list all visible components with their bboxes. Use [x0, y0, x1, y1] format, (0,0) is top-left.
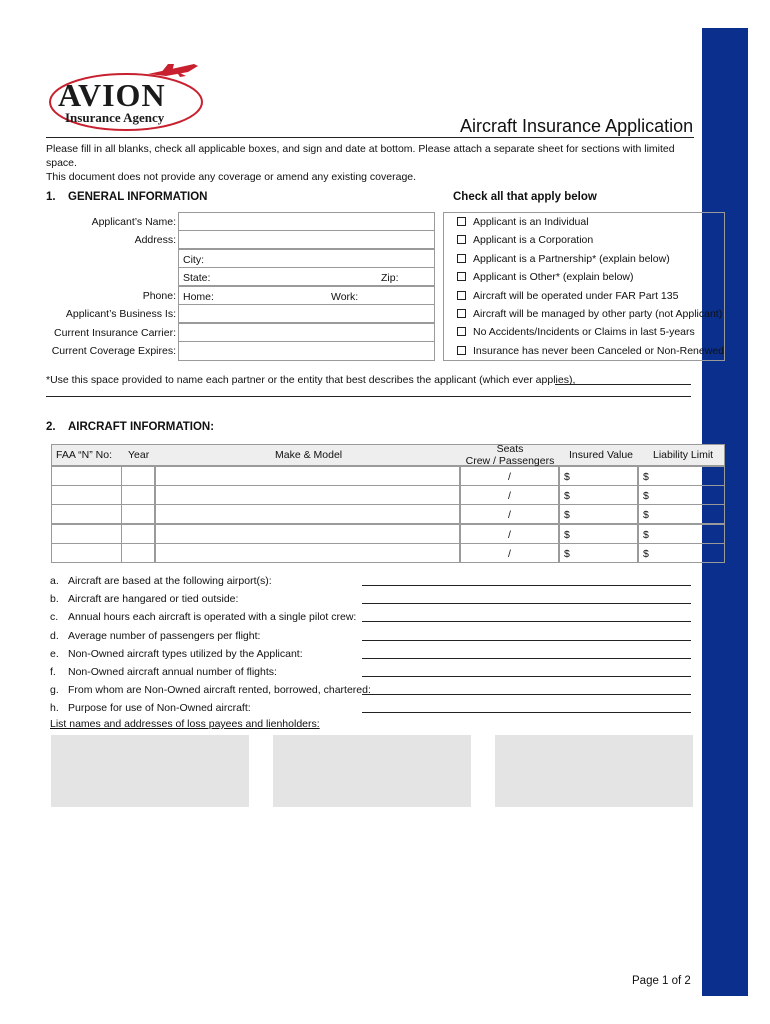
answer-line[interactable] — [362, 640, 691, 641]
checkbox-label: Applicant is Other* (explain below) — [473, 271, 634, 284]
logo — [48, 62, 208, 134]
question-text: Aircraft are based at the following airport(s): — [68, 575, 272, 587]
aircraft-cell[interactable] — [155, 485, 460, 505]
seats-slash: / — [508, 471, 511, 483]
zip-label: Zip: — [381, 272, 399, 284]
checkbox[interactable] — [457, 272, 466, 281]
logo-name: AVION — [58, 77, 166, 113]
seats-slash: / — [508, 528, 511, 541]
business-field[interactable] — [178, 304, 435, 323]
aircraft-cell[interactable] — [460, 485, 559, 505]
address-field[interactable] — [178, 230, 435, 249]
intro-line-2: This document does not provide any coverage or amend any existing coverage. — [46, 171, 417, 183]
checkbox-label: Applicant is an Individual — [473, 216, 589, 228]
loss-payee-box-1[interactable] — [51, 735, 249, 807]
question-text: Non-Owned aircraft annual number of flights: — [68, 666, 277, 678]
question-letter: a. — [50, 575, 59, 587]
question-text: Aircraft are hangared or tied outside: — [68, 593, 239, 606]
aircraft-cell[interactable] — [121, 466, 155, 486]
page-number: Page 1 of 2 — [632, 975, 691, 987]
seats-slash: / — [508, 490, 511, 503]
seats-slash: / — [508, 509, 511, 522]
aircraft-cell[interactable] — [460, 466, 559, 486]
dollar-sign: $ — [564, 528, 570, 541]
check-heading: Check all that apply below — [453, 191, 597, 203]
aircraft-cell[interactable] — [155, 504, 460, 524]
question-text: Non-Owned aircraft types utilized by the Applicant: — [68, 647, 303, 660]
dollar-sign: $ — [643, 528, 649, 541]
col-faa: FAA “N” No: — [56, 449, 113, 461]
dollar-sign: $ — [564, 509, 570, 522]
aircraft-cell[interactable] — [121, 524, 155, 544]
aircraft-cell[interactable] — [155, 524, 460, 544]
phone-label: Phone: — [142, 290, 176, 302]
checkbox[interactable] — [457, 217, 466, 226]
aircraft-cell[interactable] — [460, 543, 559, 563]
carrier-label: Current Insurance Carrier: — [54, 327, 176, 339]
question-text: Purpose for use of Non-Owned aircraft: — [68, 702, 251, 715]
applicant-name-label: Applicant’s Name: — [91, 216, 176, 228]
col-liability: Liability Limit — [653, 449, 714, 461]
address-label: Address: — [134, 234, 176, 246]
aircraft-cell[interactable] — [638, 504, 725, 524]
aircraft-cell[interactable] — [559, 485, 638, 505]
aircraft-cell[interactable] — [121, 504, 155, 524]
checkbox-label: No Accidents/Incidents or Claims in last 5-years — [473, 326, 695, 339]
seats-slash: / — [508, 547, 511, 560]
aircraft-cell[interactable] — [638, 485, 725, 505]
checkbox[interactable] — [457, 235, 466, 244]
checkbox-label: Applicant is a Corporation — [473, 234, 594, 247]
answer-line[interactable] — [362, 658, 691, 659]
state-label: State: — [183, 272, 211, 284]
aircraft-cell[interactable] — [51, 485, 122, 505]
aircraft-cell[interactable] — [121, 485, 155, 505]
checkbox-label: Aircraft will be managed by other party (not Applicant) — [473, 308, 723, 320]
page-title: Aircraft Insurance Application — [460, 116, 694, 136]
aircraft-cell[interactable] — [155, 543, 460, 563]
checkbox-label: Applicant is a Partnership* (explain below) — [473, 252, 670, 265]
loss-payees-label: List names and addresses of loss payees and lienholders: — [50, 718, 320, 730]
aircraft-cell[interactable] — [460, 524, 559, 544]
dollar-sign: $ — [564, 547, 570, 560]
question-letter: b. — [50, 593, 59, 606]
state-zip-field[interactable] — [178, 267, 435, 286]
question-text: From whom are Non-Owned aircraft rented, borrowed, chartered: — [68, 684, 371, 697]
checkbox[interactable] — [457, 346, 466, 355]
question-letter: c. — [50, 611, 59, 624]
city-field[interactable] — [178, 249, 435, 268]
partner-note: *Use this space provided to name each partner or the entity that best describes the applicant (which ever applies), — [46, 374, 576, 386]
expires-label: Current Coverage Expires: — [51, 345, 176, 357]
question-letter: f. — [50, 666, 56, 678]
checkbox[interactable] — [457, 327, 466, 336]
carrier-field[interactable] — [178, 323, 435, 342]
aircraft-cell[interactable] — [51, 524, 122, 544]
answer-line[interactable] — [362, 603, 691, 604]
aircraft-cell[interactable] — [638, 466, 725, 486]
aircraft-cell[interactable] — [121, 543, 155, 563]
intro-line-1: Please fill in all blanks, check all applicable boxes, and sign and date at bottom. Please attach a separate sheet for sections with limited space. — [46, 143, 675, 169]
question-text: Annual hours each aircraft is operated with a single pilot crew: — [68, 611, 357, 624]
aircraft-cell[interactable] — [559, 504, 638, 524]
answer-line[interactable] — [362, 676, 691, 677]
aircraft-cell[interactable] — [155, 466, 460, 486]
col-seats-2: Crew / Passengers — [465, 455, 555, 467]
checkbox[interactable] — [457, 254, 466, 263]
partner-line-1[interactable] — [555, 384, 691, 385]
question-letter: g. — [50, 684, 59, 697]
aircraft-cell[interactable] — [51, 504, 122, 524]
intro-text — [46, 142, 696, 184]
col-year: Year — [128, 449, 150, 461]
col-seats-1: Seats — [496, 443, 524, 455]
aircraft-cell[interactable] — [559, 466, 638, 486]
section1-heading: GENERAL INFORMATION — [68, 191, 208, 203]
work-label: Work: — [331, 291, 359, 303]
section2-heading: AIRCRAFT INFORMATION: — [68, 421, 215, 433]
home-label: Home: — [183, 291, 214, 303]
checkbox-label: Aircraft will be operated under FAR Part 135 — [473, 289, 679, 302]
col-make: Make & Model — [275, 449, 343, 461]
aircraft-cell[interactable] — [51, 543, 122, 563]
answer-line[interactable] — [362, 694, 691, 695]
loss-payee-box-2[interactable] — [273, 735, 471, 807]
dollar-sign: $ — [643, 509, 649, 522]
col-insured: Insured Value — [569, 449, 634, 461]
section2-number: 2. — [46, 421, 56, 433]
aircraft-cell[interactable] — [559, 524, 638, 544]
answer-line[interactable] — [362, 621, 691, 622]
question-letter: d. — [50, 629, 59, 642]
checkbox[interactable] — [457, 309, 466, 318]
title-rule — [46, 137, 694, 138]
business-label: Applicant’s Business Is: — [65, 308, 176, 320]
dollar-sign: $ — [643, 490, 649, 503]
answer-line[interactable] — [362, 585, 691, 586]
checkbox-label: Insurance has never been Canceled or Non-Renewed — [473, 344, 724, 357]
logo-subtitle: Insurance Agency — [65, 110, 165, 125]
aircraft-cell[interactable] — [559, 543, 638, 563]
aircraft-cell[interactable] — [51, 466, 122, 486]
question-text: Average number of passengers per flight: — [68, 629, 261, 642]
dollar-sign: $ — [643, 471, 649, 483]
partner-line-2[interactable] — [46, 396, 691, 397]
applicant-name-field[interactable] — [178, 212, 435, 231]
dollar-sign: $ — [564, 490, 570, 503]
dollar-sign: $ — [643, 547, 649, 560]
section1-number: 1. — [46, 191, 56, 203]
answer-line[interactable] — [362, 712, 691, 713]
expires-field[interactable] — [178, 341, 435, 361]
phone-field[interactable] — [178, 286, 435, 305]
aircraft-cell[interactable] — [638, 524, 725, 544]
city-label: City: — [183, 254, 204, 266]
checkbox[interactable] — [457, 291, 466, 300]
question-letter: h. — [50, 702, 59, 715]
loss-payee-box-3[interactable] — [495, 735, 693, 807]
aircraft-cell[interactable] — [460, 504, 559, 524]
aircraft-cell[interactable] — [638, 543, 725, 563]
dollar-sign: $ — [564, 471, 570, 483]
question-letter: e. — [50, 647, 59, 660]
